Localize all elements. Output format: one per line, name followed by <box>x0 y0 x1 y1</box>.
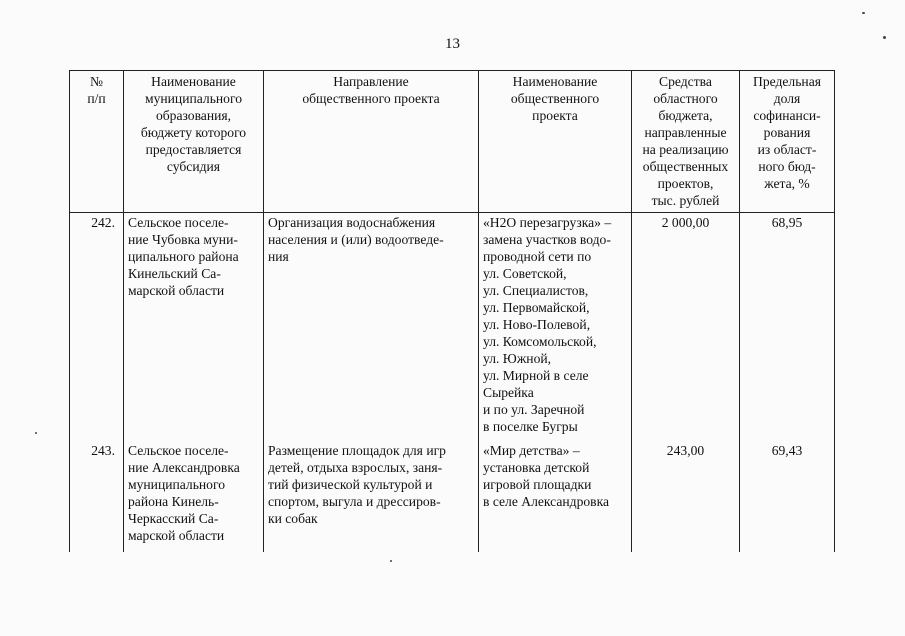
header-number: № п/п <box>70 71 124 213</box>
scan-speck <box>35 432 37 434</box>
scan-speck <box>390 560 392 562</box>
row-municipality: Сельское поселе- ние Чубовка муни- ципального района Кинельский Са- марской области <box>124 213 264 443</box>
row-funds: 243,00 <box>632 442 740 552</box>
header-regional-funds: Средства областного бюджета, направленные на реализацию общественных проектов, тыс. рублей <box>632 71 740 213</box>
row-direction: Размещение площадок для игр детей, отдыха взрослых, заня- тий физической культурой и спортом, выгула и дрессиров- ки собак <box>264 442 479 552</box>
scan-speck <box>862 12 865 14</box>
row-direction: Организация водоснабжения населения и (или) водоотведе- ния <box>264 213 479 443</box>
header-cofinancing-share: Предельная доля софинанси- рования из област- ного бюд- жета, % <box>740 71 835 213</box>
row-number: 243. <box>70 442 124 552</box>
row-project: «Мир детства» – установка детской игровой площадки в селе Александровка <box>479 442 632 552</box>
subsidy-table <box>69 70 835 552</box>
header-municipality: Наименование муниципального образования, бюджету которого предоставляется субсидия <box>124 71 264 213</box>
row-funds: 2 000,00 <box>632 213 740 443</box>
header-project-name: Наименование общественного проекта <box>479 71 632 213</box>
row-municipality: Сельское поселе- ние Александровка муниципального района Кинель- Черкасский Са- марской области <box>124 442 264 552</box>
row-number: 242. <box>70 213 124 443</box>
table-header-row <box>70 71 835 213</box>
page-number: 13 <box>445 36 460 52</box>
table-row <box>70 213 835 443</box>
header-direction: Направление общественного проекта <box>264 71 479 213</box>
row-project: «H2O перезагрузка» – замена участков водо- проводной сети по ул. Советской, ул. Специалистов, ул. Первомайской, ул. Ново-Полевой, ул. Комсомольской, ул. Южной, ул. Мирной в селе Сырейка и по ул. Заречной в поселке Бугры <box>479 213 632 443</box>
row-share: 69,43 <box>740 442 835 552</box>
row-share: 68,95 <box>740 213 835 443</box>
scan-speck <box>883 36 886 39</box>
table-row <box>70 442 835 552</box>
